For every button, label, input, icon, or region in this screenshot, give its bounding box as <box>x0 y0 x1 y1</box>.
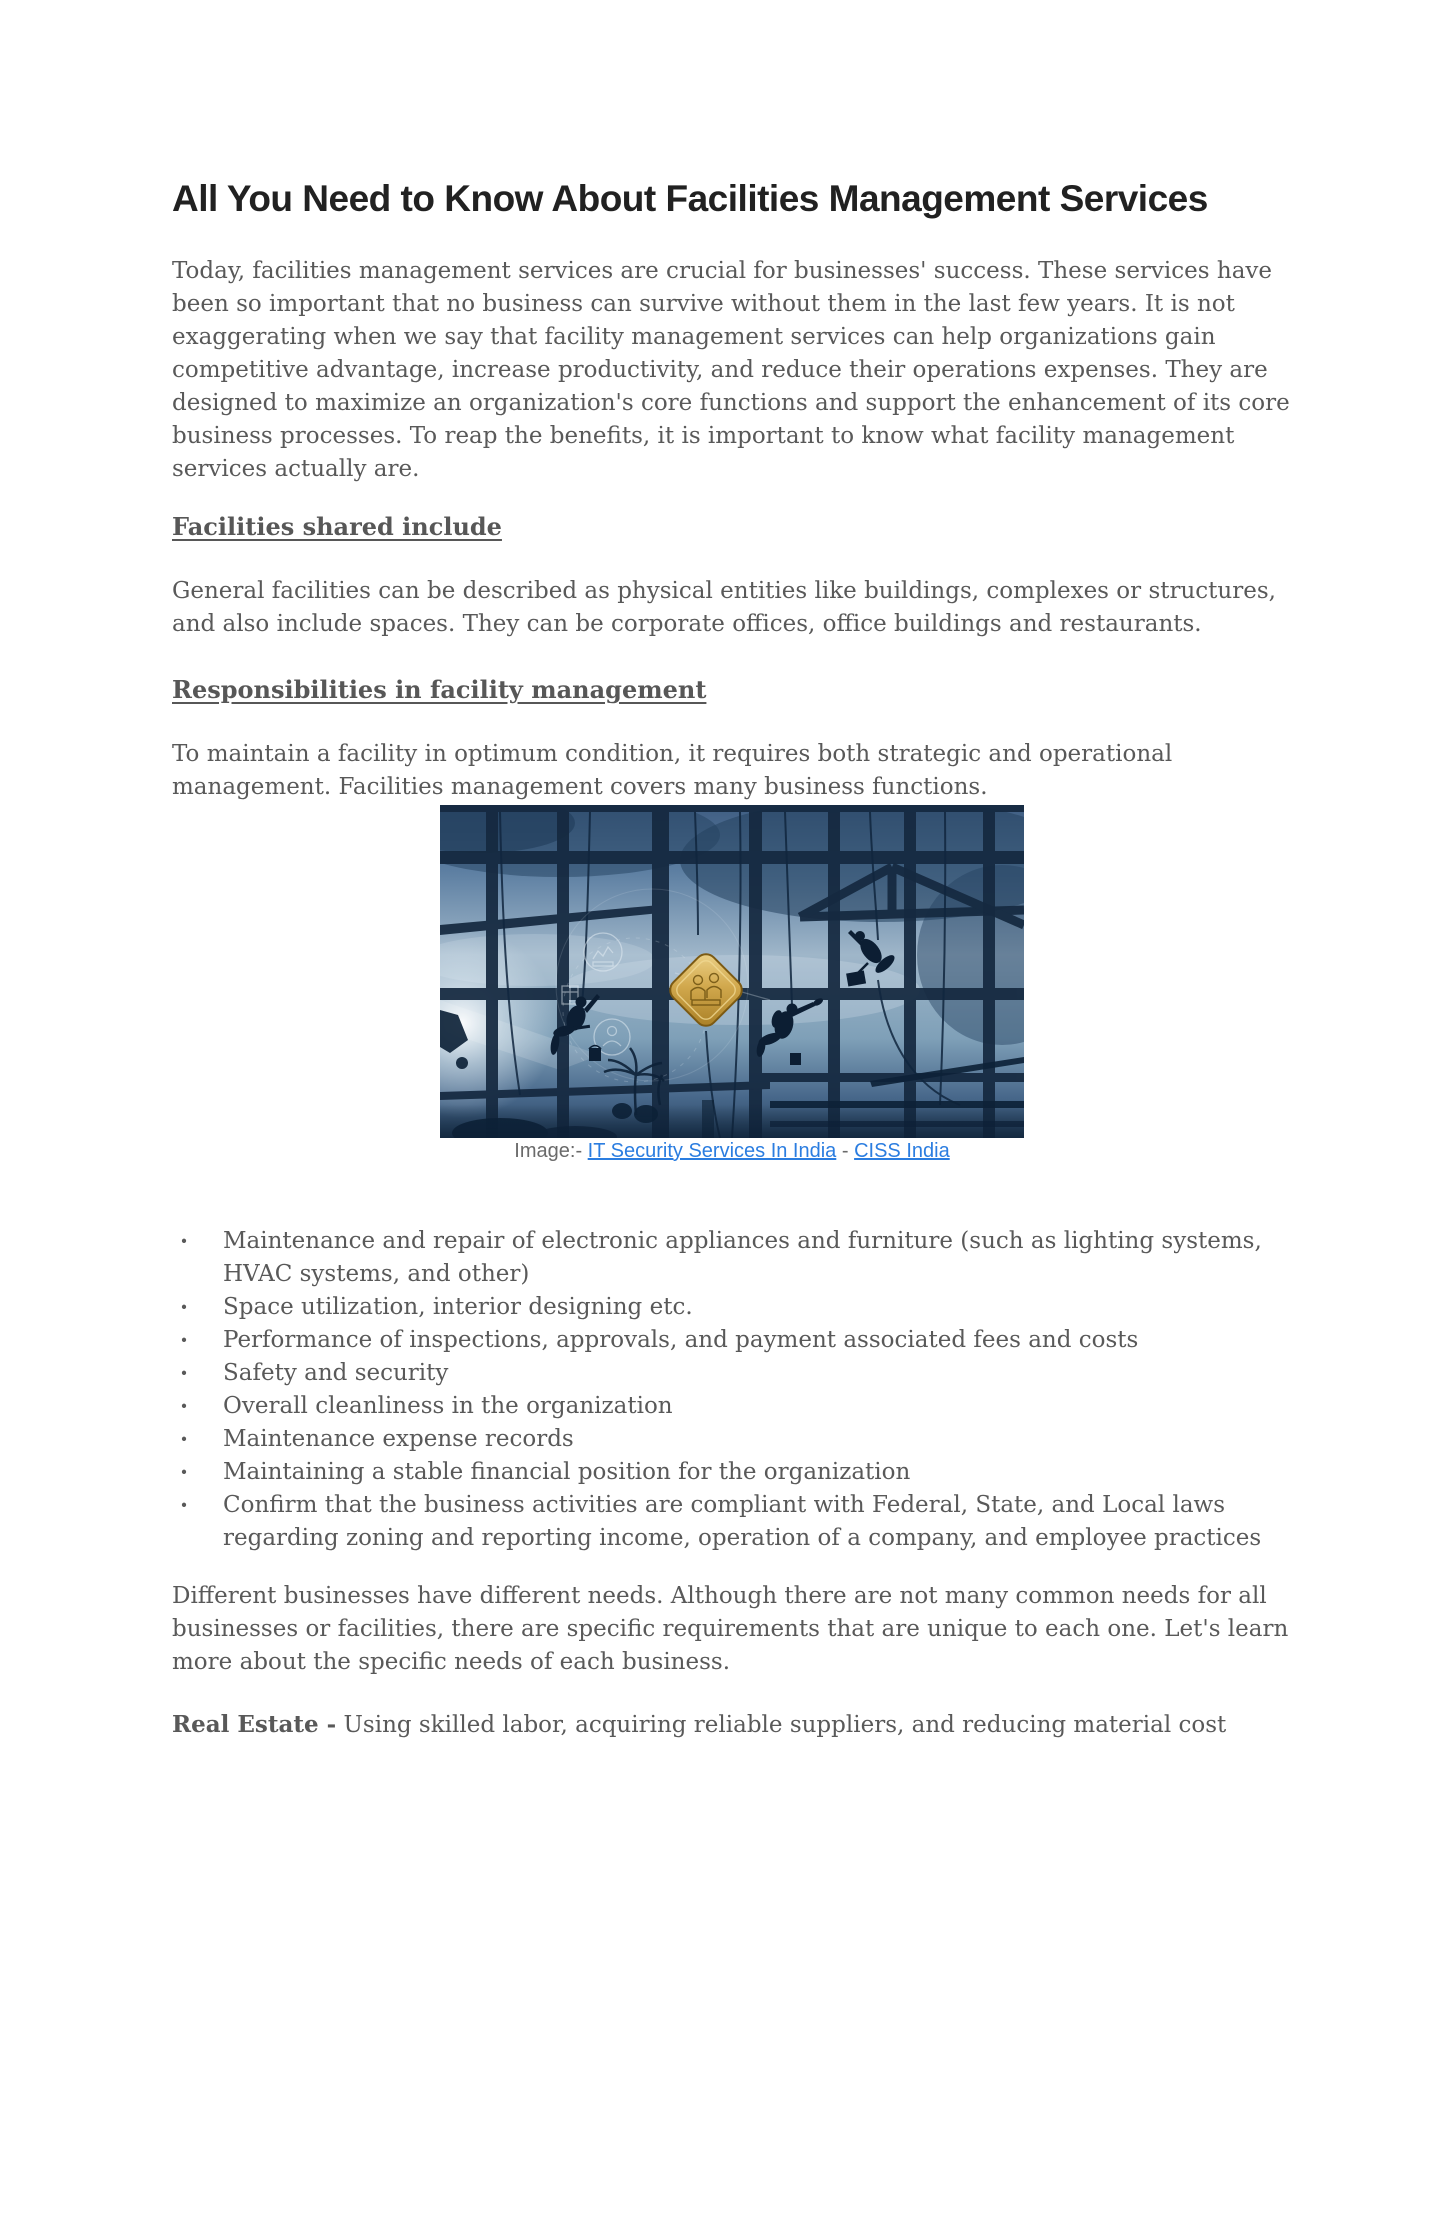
closing-paragraph: Different businesses have different needs. Although there are not many common needs for all businesses or facilities, there are specific requirements that are unique to each one. Let's learn more about the specific needs of each business. <box>172 1583 1289 1675</box>
article-figure <box>172 805 1292 1164</box>
responsibilities-paragraph: To maintain a facility in optimum condition, it requires both strategic and operational management. Facilities management covers many business functions. <box>172 741 1173 800</box>
list-item: · Space utilization, interior designing etc. <box>172 1291 1292 1324</box>
responsibilities-list <box>172 1225 1292 1555</box>
caption-link-secondary[interactable]: CISS India <box>854 1140 950 1162</box>
page-title: All You Need to Know About Facilities Management Services <box>172 178 1208 219</box>
intro-paragraph: Today, facilities management services are crucial for businesses' success. These services have been so important that no business can survive without them in the last few years. It is not exaggerating when we say that facility management services can help organizations gain competitive advantage, increase productivity, and reduce their operations expenses. They are designed to maximize an organization's core functions and support the enhancement of its core business processes. To reap the benefits, it is important to know what facility management services actually are. <box>172 258 1290 482</box>
real-estate-paragraph <box>172 1708 1292 1742</box>
list-item: · Maintenance expense records <box>172 1423 1292 1456</box>
real-estate-label: Real Estate - <box>172 1711 337 1738</box>
image-caption <box>172 1138 1292 1164</box>
caption-separator: - <box>841 1140 849 1162</box>
caption-link-primary[interactable]: IT Security Services In India <box>587 1140 837 1162</box>
list-item: · Confirm that the business activities are compliant with Federal, State, and Local laws regarding zoning and reporting income, operation of a company, and employee practices <box>172 1489 1292 1555</box>
caption-prefix: Image:- <box>514 1140 583 1162</box>
document-page <box>0 176 1449 2224</box>
section-heading-responsibilities: Responsibilities in facility management <box>172 675 707 704</box>
list-item: · Maintaining a stable financial position for the organization <box>172 1456 1292 1489</box>
facility-workers-image <box>440 805 1024 1138</box>
article-content <box>172 176 1292 1742</box>
list-item: · Maintenance and repair of electronic appliances and furniture (such as lighting systems, HVAC systems, and other) <box>172 1225 1292 1291</box>
list-item: · Overall cleanliness in the organization <box>172 1390 1292 1423</box>
list-item: · Performance of inspections, approvals, and payment associated fees and costs <box>172 1324 1292 1357</box>
real-estate-text: Using skilled labor, acquiring reliable suppliers, and reducing material cost <box>343 1712 1227 1738</box>
section-heading-facilities-shared: Facilities shared include <box>172 512 502 541</box>
facilities-shared-paragraph: General facilities can be described as physical entities like buildings, complexes or structures, and also include spaces. They can be corporate offices, office buildings and restaurants. <box>172 578 1276 637</box>
list-item: · Safety and security <box>172 1357 1292 1390</box>
